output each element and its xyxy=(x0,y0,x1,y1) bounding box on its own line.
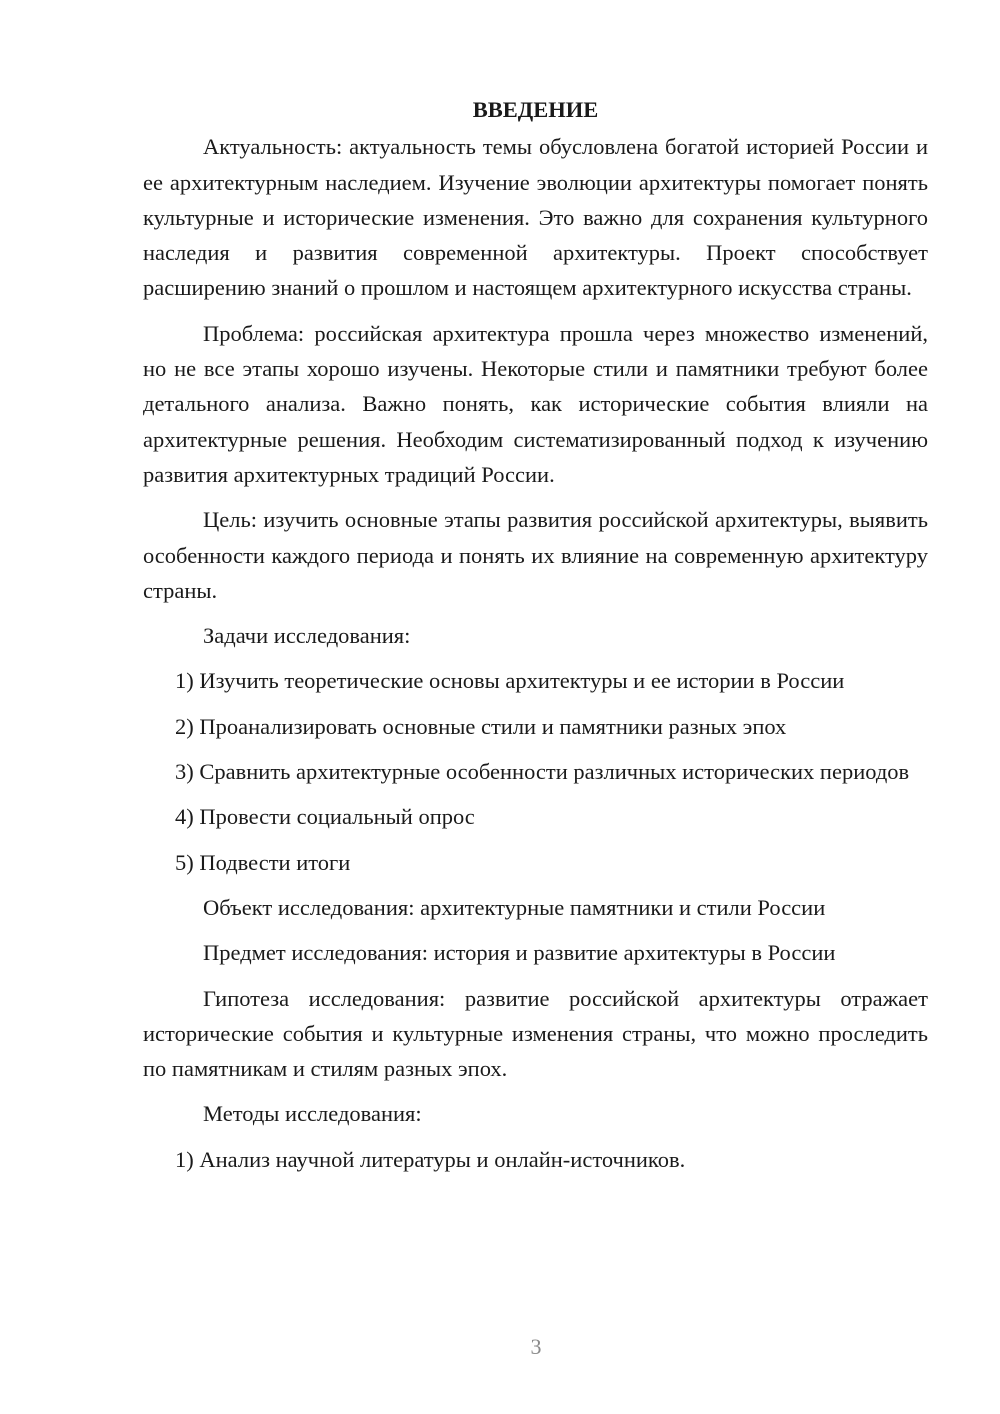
tasks-heading: Задачи исследования: xyxy=(203,623,411,649)
methods-heading: Методы исследования: xyxy=(203,1101,422,1127)
research-subject: Предмет исследования: история и развитие архитектуры в России xyxy=(203,940,836,966)
hypothesis-paragraph: Гипотеза исследования: развитие российской архитектуры отражает исторические события и культурные изменения страны, что можно проследить по памятникам и стилям разных эпох. xyxy=(143,985,928,1082)
relevance-paragraph: Актуальность: актуальность темы обусловлена богатой историей России и ее архитектурным наследием. Изучение эволюции архитектуры помогает понять культурные и исторические изменения. Это важно для сохранения культурного наследия и развития современной архитектуры. Проект способствует расширению знаний о прошлом и настоящем архитектурного искусства страны. xyxy=(143,134,928,301)
section-title: ВВЕДЕНИЕ xyxy=(472,97,599,122)
document-page xyxy=(143,92,928,1187)
research-object: Объект исследования: архитектурные памятники и стили России xyxy=(203,894,826,920)
task-item: 4) Провести социальный опрос xyxy=(175,804,475,830)
problem-paragraph: Проблема: российская архитектура прошла через множество изменений, но не все этапы хорошо изучены. Некоторые стили и памятники требуют более детального анализа. Важно понять, как исторические события влияли на архитектурные решения. Необходим систематизированный подход к изучению развития архитектурных традиций России. xyxy=(143,320,928,487)
method-item: 1) Анализ научной литературы и онлайн-источников. xyxy=(175,1146,686,1172)
task-item: 3) Сравнить архитектурные особенности различных исторических периодов xyxy=(175,759,910,785)
goal-paragraph: Цель: изучить основные этапы развития российской архитектуры, выявить особенности каждого периода и понять их влияние на современную архитектуру страны. xyxy=(143,507,928,603)
task-item: 5) Подвести итоги xyxy=(175,849,351,875)
task-item: 1) Изучить теоретические основы архитектуры и ее истории в России xyxy=(175,668,845,694)
task-item: 2) Проанализировать основные стили и памятники разных эпох xyxy=(175,713,787,739)
page-number: 3 xyxy=(530,1334,542,1359)
